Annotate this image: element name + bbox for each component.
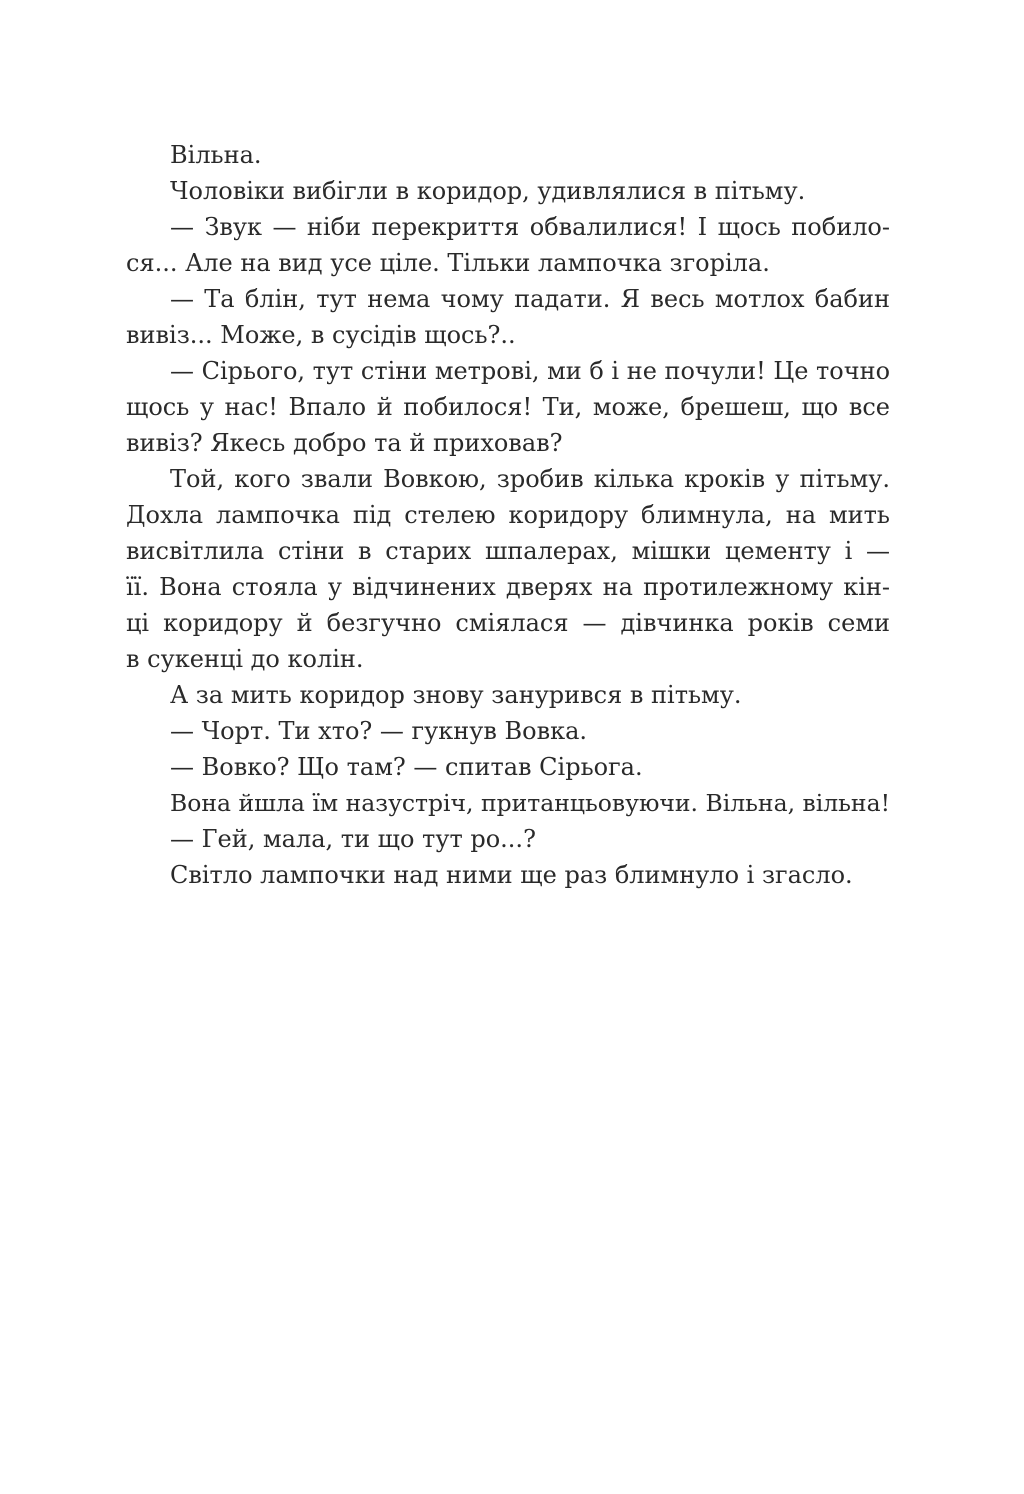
text-line: ся... Але на вид усе ціле. Тільки лампочка згоріла. <box>126 249 770 277</box>
text-line: вивіз... Може, в сусідів щось?.. <box>126 321 516 349</box>
text-line: Вільна. <box>170 141 262 169</box>
text-line: Вона йшла їм назустріч, пританцьовуючи. Вільна, вільна! <box>170 789 890 817</box>
text-line: — Гей, мала, ти що тут ро...? <box>170 825 536 853</box>
text-line: Дохла лампочка під стелею коридору блимнула, на мить <box>126 501 890 529</box>
body-text <box>126 137 890 893</box>
text-line: — Сірього, тут стіни метрові, ми б і не почули! Це точно <box>170 357 890 385</box>
text-line: ці коридору й безгучно сміялася — дівчинка років семи <box>126 609 890 637</box>
text-line: Чоловіки вибігли в коридор, удивлялися в пітьму. <box>170 177 806 205</box>
text-line: — Вовко? Що там? — спитав Сірьога. <box>170 753 643 781</box>
text-line: А за мить коридор знову занурився в пітьму. <box>170 681 742 709</box>
text-line: Світло лампочки над ними ще раз блимнуло і згасло. <box>170 861 853 889</box>
text-line: вивіз? Якесь добро та й приховав? <box>126 429 563 457</box>
text-line: — Та блін, тут нема чому падати. Я весь мотлох бабин <box>170 285 890 313</box>
text-line: — Звук — ніби перекриття обвалилися! І щось побило- <box>170 213 890 241</box>
text-line: її. Вона стояла у відчинених дверях на протилежному кін- <box>126 573 890 601</box>
text-line: Той, кого звали Вовкою, зробив кілька кроків у пітьму. <box>170 465 890 493</box>
text-line: щось у нас! Впало й побилося! Ти, може, брешеш, що все <box>126 393 890 421</box>
text-line: — Чорт. Ти хто? — гукнув Вовка. <box>170 717 588 745</box>
text-line: в сукенці до колін. <box>126 645 364 673</box>
text-line: висвітлила стіни в старих шпалерах, мішки цементу і — <box>126 537 890 565</box>
